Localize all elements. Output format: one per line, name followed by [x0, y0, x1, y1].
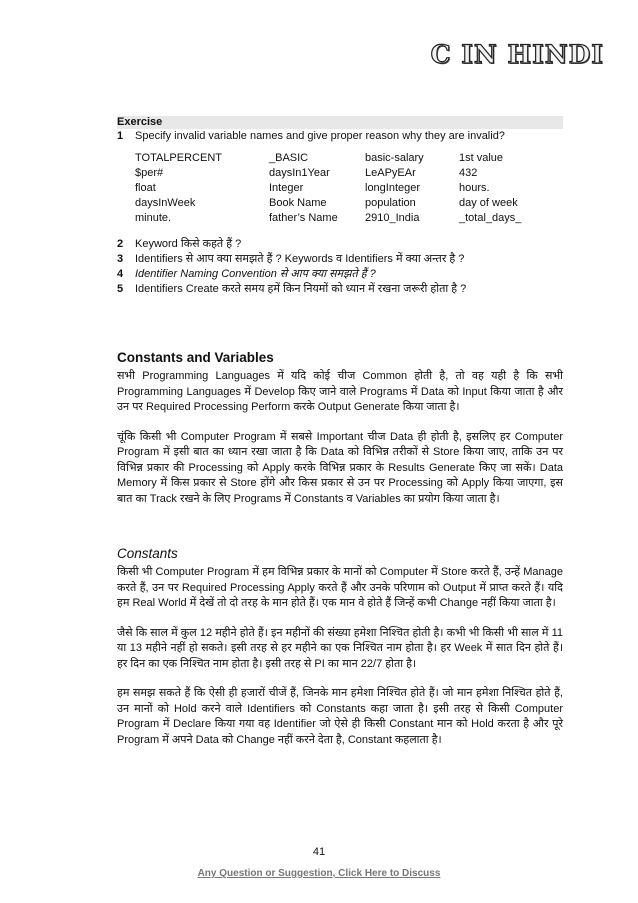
question-number: 2	[117, 238, 124, 250]
paragraph: जैसे कि साल में कुल 12 महीने होते हैं। इन महीनों की संख्या हमेशा निश्चित होती है। कभी भी किसी भी साल में 11 या 13 महीने नहीं हो सकते। इसी तरह से हर महीने का एक निश्चित नाम होता है। हर Week में सात दिन होते हैं। हर दिन का एक निश्चित नाम होता है। इसी तरह से PI का मान 22/7 होता है।	[117, 626, 563, 670]
var-cell: daysInWeek	[135, 197, 196, 209]
var-cell: 1st value	[459, 152, 504, 164]
var-cell: 2910_India	[365, 212, 420, 224]
var-cell: LeAPyEAr	[365, 167, 416, 179]
brand-title: C IN HINDI	[430, 40, 604, 69]
var-cell: Integer	[269, 182, 304, 194]
paragraph: किसी भी Computer Program में हम विभिन्न प्रकार के मानों को Computer में Store करते हैं, उन्हें Manage करते हैं, उन पर Required Processing Apply करते हैं और उनके परिणाम को Output में प्राप्त करते हैं। यदि हम Real World में देखें तो दो तरह के मान होते हैं। एक मान वे होते हैं जिन्हें कभी Change नहीं किया जाता है।	[117, 566, 563, 609]
variable-names-table	[135, 151, 563, 225]
section-heading-constants-variables: Constants and Variables	[117, 350, 274, 365]
question-number: 5	[117, 283, 124, 295]
discuss-link[interactable]: Any Question or Suggestion, Click Here to Discuss	[197, 868, 441, 879]
exercise-heading: Exercise	[117, 116, 563, 129]
var-cell: hours.	[459, 182, 490, 194]
var-cell: _total_days_	[459, 212, 522, 224]
var-cell: population	[365, 197, 416, 209]
var-cell: longInteger	[365, 182, 421, 194]
question-2	[117, 237, 563, 252]
question-text: Identifier Naming Convention से आप क्या समझते हैं ?	[135, 268, 376, 280]
question-text: Identifiers से आप क्या समझते हैं ? Keywords व Identifiers में क्या अन्तर है ?	[135, 253, 465, 265]
var-cell: day of week	[459, 197, 518, 209]
var-cell: father’s Name	[269, 212, 338, 224]
paragraph: सभी Programming Languages में यदि कोई चीज Common होती है, तो वह यही है कि सभी Programming Languages में Develop किए जाने वाले Programs में Data को Input किया जाता है और उन पर Required Processing Perform करके Output Generate किया जाता है।	[117, 370, 563, 413]
question-4	[117, 267, 563, 282]
question-1	[117, 129, 563, 143]
question-text: Keyword किसे कहते हैं ?	[135, 238, 242, 250]
var-cell: float	[135, 182, 156, 194]
question-text: Specify invalid variable names and give proper reason why they are invalid?	[135, 130, 505, 142]
section-heading-constants: Constants	[117, 546, 178, 561]
var-cell: minute.	[135, 212, 172, 224]
var-cell: basic-salary	[365, 152, 424, 164]
question-text: Identifiers Create करते समय हमें किन नियमों को ध्यान में रखना जरूरी होता है ?	[135, 283, 467, 295]
question-3	[117, 252, 563, 267]
page-number: 41	[312, 846, 326, 858]
var-cell: 432	[459, 167, 478, 179]
question-number: 3	[117, 253, 124, 265]
question-number: 4	[117, 268, 124, 280]
page-content	[117, 116, 563, 759]
var-cell: TOTALPERCENT	[135, 152, 222, 164]
var-cell: daysIn1Year	[269, 167, 330, 179]
paragraph: चूंकि किसी भी Computer Program में सबसे Important चीज Data ही होती है, इसलिए हर Computer Program में इसी बात का ध्यान रखा जाता है कि Data को विभिन्न तरीकों से Store किया जाए, ताकि उन पर विभिन्न प्रकार की Processing को Apply करके विभिन्न प्रकार के Results Generate किए जा सकें। Data Memory में किस प्रकार से Store होंगे और किस प्रकार से उन पर Processing को Apply किया जाएगा, इस बात का Track रखने के लिए Programs में Constants व Variables का प्रयोग किया जाता है।	[117, 430, 563, 505]
question-number: 1	[117, 130, 124, 142]
question-list	[117, 237, 563, 297]
paragraph: हम समझ सकते हैं कि ऐसी ही हजारों चीजें हैं, जिनके मान हमेशा निश्चित होते हैं। जो मान हमेशा निश्चित होते हैं, उन मानों को Hold करने वाले Identifiers को Constants कहा जाता है। इसी तरह से किसी Computer Program में Declare किया गया वह Identifier जो ऐसे ही किसी Constant मान को Hold करता है और पूरे Program में अपने Data को Change नहीं करने देता है, Constant कहलाता है।	[117, 687, 563, 746]
var-cell: _BASIC	[269, 152, 309, 164]
var-cell: $per#	[135, 167, 164, 179]
question-5	[117, 282, 563, 297]
var-cell: Book Name	[269, 197, 327, 209]
